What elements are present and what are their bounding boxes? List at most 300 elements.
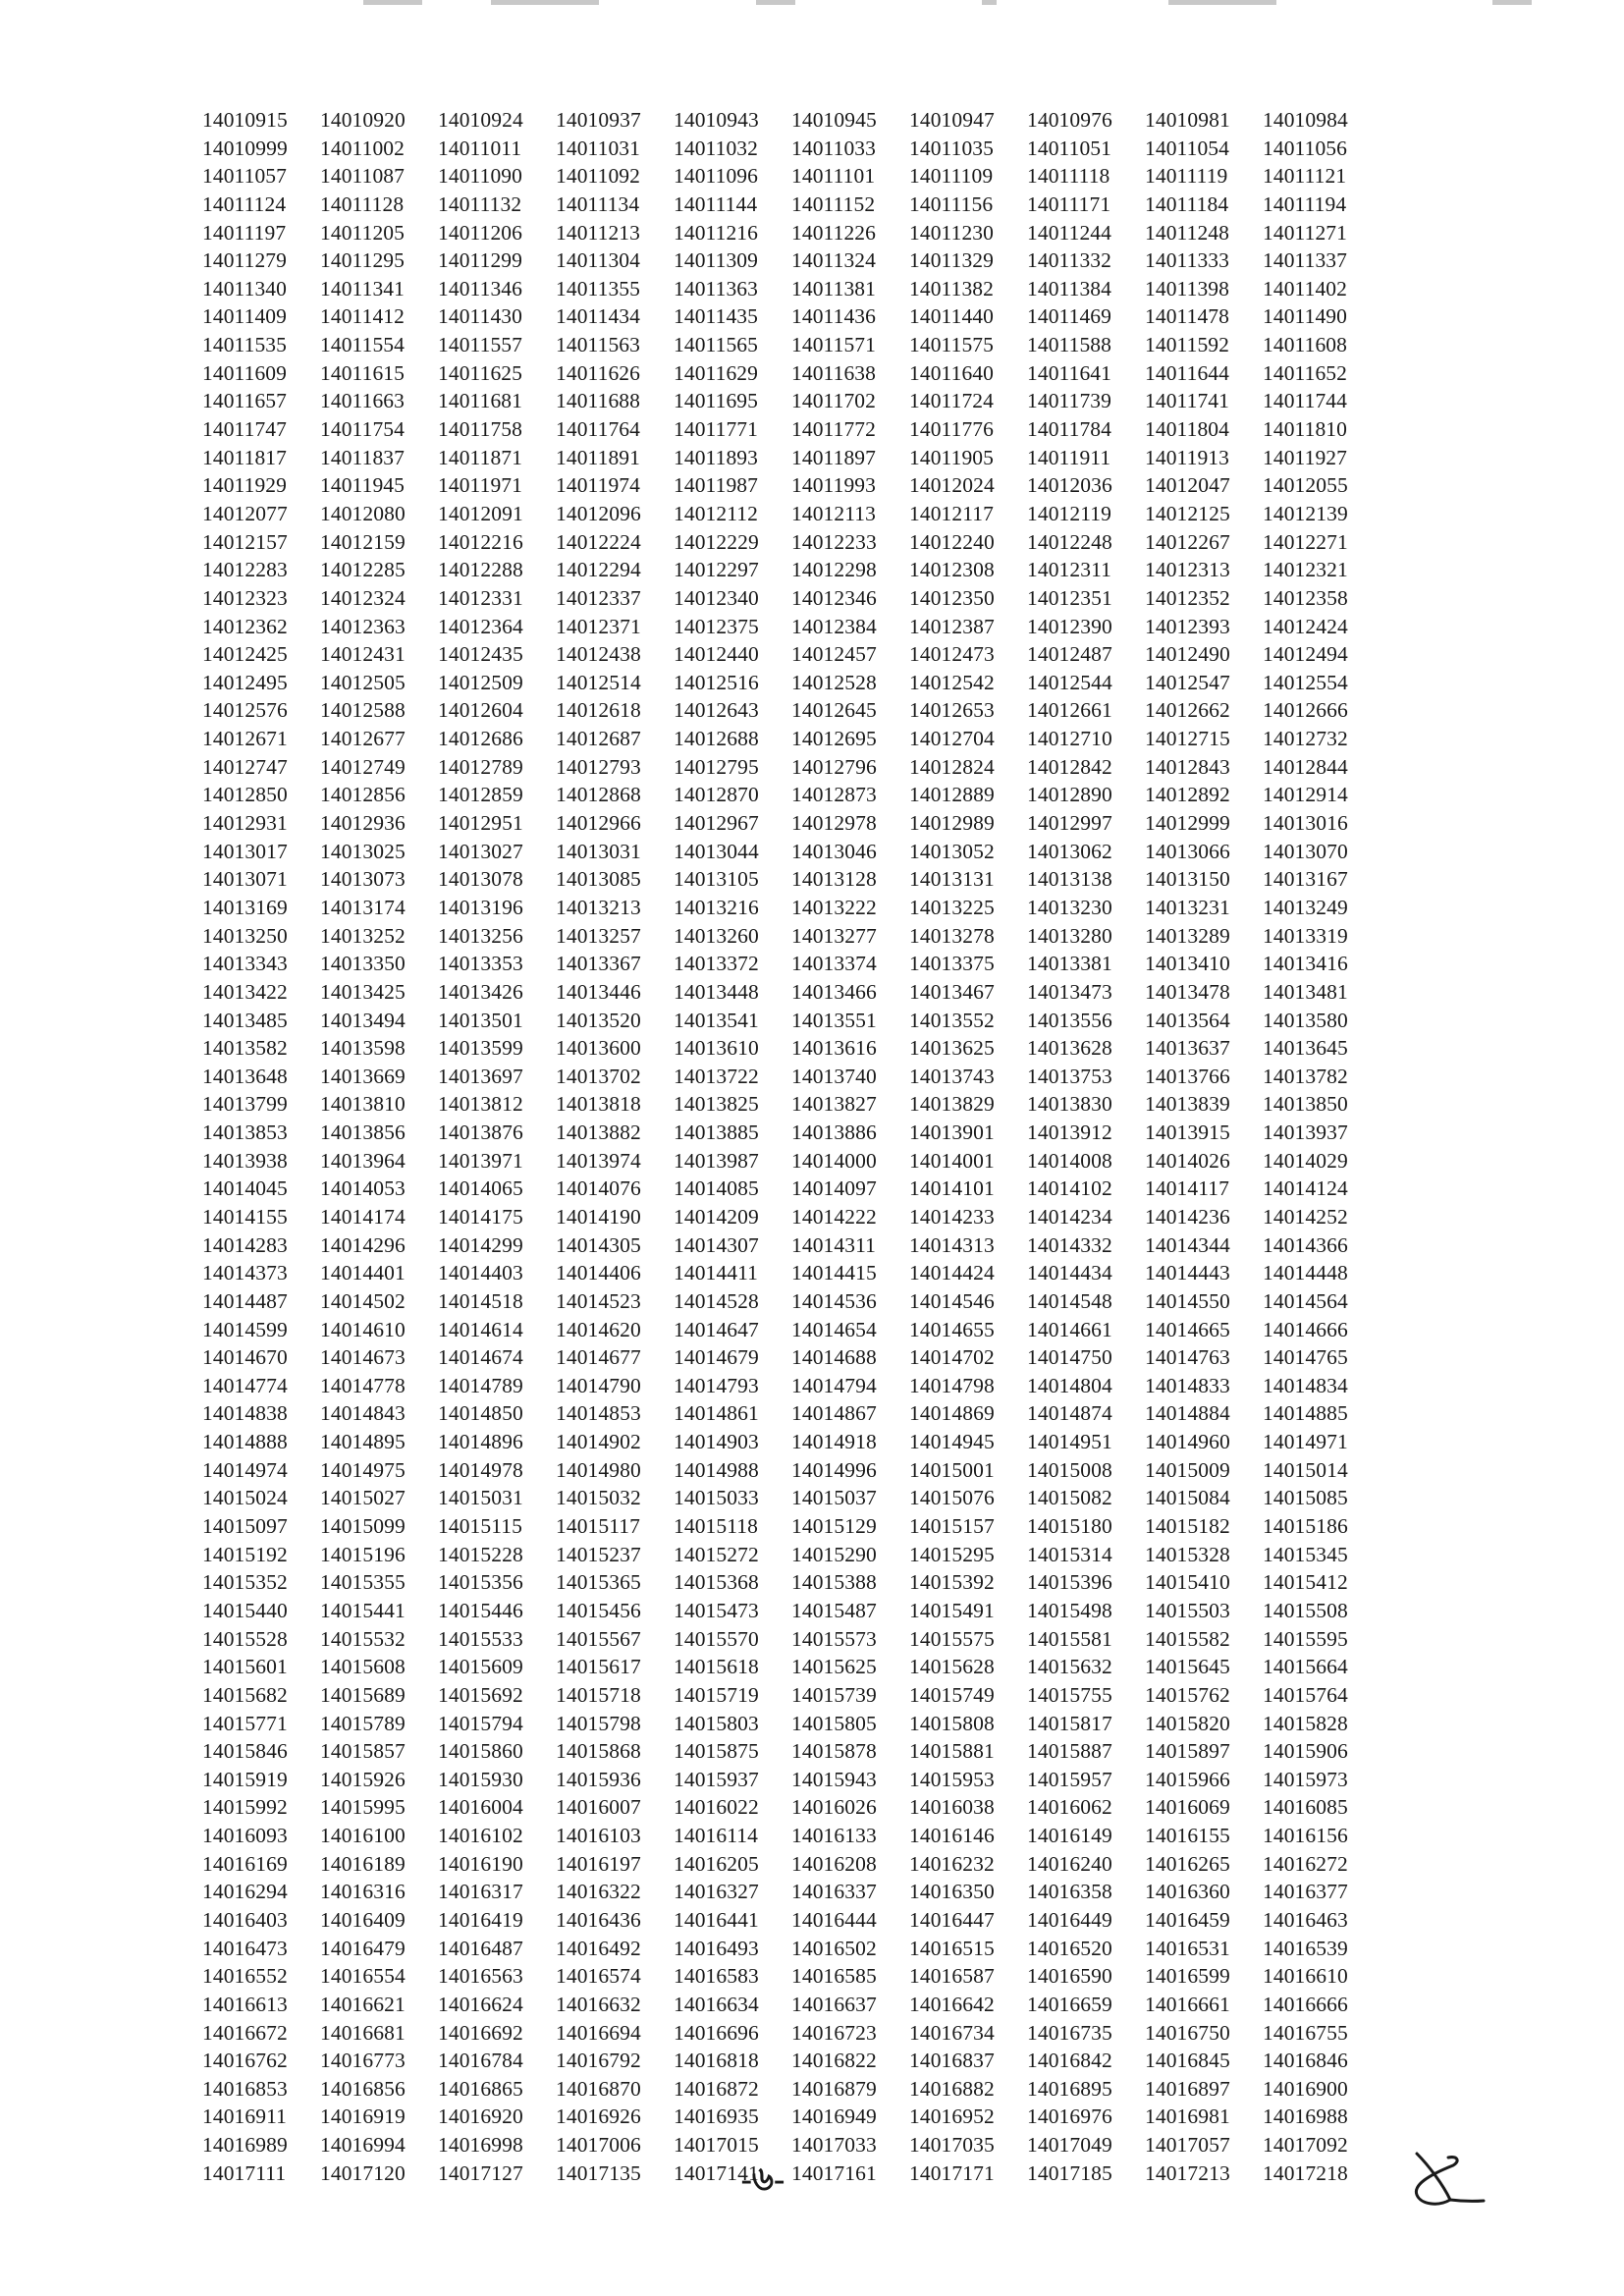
roll-number: 14017092 (1263, 2133, 1348, 2158)
roll-number: 14014874 (1027, 1401, 1112, 1426)
roll-number: 14011629 (674, 360, 759, 385)
roll-number: 14015027 (320, 1486, 406, 1510)
roll-number: 14013343 (202, 952, 288, 976)
roll-number: 14012793 (556, 754, 641, 779)
roll-number: 14015033 (674, 1486, 759, 1510)
roll-number: 14016926 (556, 2105, 641, 2129)
roll-number: 14016419 (438, 1908, 523, 1932)
roll-number: 14016069 (1145, 1795, 1230, 1820)
roll-number: 14012091 (438, 501, 523, 525)
roll-number: 14015664 (1263, 1655, 1348, 1679)
roll-number: 14015295 (909, 1542, 995, 1566)
roll-number: 14011663 (320, 389, 406, 413)
roll-number: 14013350 (320, 952, 406, 976)
roll-number: 14011402 (1263, 276, 1348, 301)
roll-number: 14011119 (1145, 164, 1228, 189)
roll-number: 14016842 (1027, 2049, 1112, 2073)
roll-number: 14015567 (556, 1626, 641, 1651)
roll-number: 14011747 (202, 417, 288, 442)
roll-number: 14011132 (438, 191, 522, 216)
roll-number: 14015290 (791, 1542, 877, 1566)
roll-number: 14016444 (791, 1908, 877, 1932)
roll-number: 14016449 (1027, 1908, 1112, 1932)
roll-number: 14013078 (438, 867, 523, 892)
roll-number: 14016155 (1145, 1824, 1230, 1848)
roll-number: 14012351 (1027, 585, 1112, 610)
roll-number: 14012233 (791, 529, 877, 554)
roll-number: 14011435 (674, 304, 759, 329)
roll-number: 14011608 (1263, 333, 1348, 357)
roll-number: 14013278 (909, 923, 995, 948)
roll-number: 14011057 (202, 164, 288, 189)
roll-number: 14016272 (1263, 1851, 1348, 1876)
roll-number: 14016062 (1027, 1795, 1112, 1820)
roll-number: 14013782 (1263, 1064, 1348, 1088)
roll-number: 14016696 (674, 2020, 759, 2045)
roll-number: 14011657 (202, 389, 288, 413)
roll-number: 14012843 (1145, 754, 1230, 779)
roll-number: 14013810 (320, 1092, 406, 1117)
roll-number: 14014838 (202, 1401, 288, 1426)
roll-number: 14013616 (791, 1036, 877, 1061)
roll-number: 14011226 (791, 220, 877, 245)
roll-number: 14013466 (791, 979, 877, 1004)
roll-number: 14016327 (674, 1880, 759, 1904)
roll-number: 14014688 (791, 1345, 877, 1370)
roll-number: 14015609 (438, 1655, 523, 1679)
roll-number: 14014174 (320, 1204, 406, 1229)
roll-number: 14015618 (674, 1655, 759, 1679)
roll-number: 14012139 (1263, 501, 1348, 525)
roll-number: 14012715 (1145, 727, 1230, 751)
roll-number: 14014763 (1145, 1345, 1230, 1370)
roll-number: 14014234 (1027, 1204, 1112, 1229)
roll-number: 14016208 (791, 1851, 877, 1876)
roll-number: 14013937 (1263, 1121, 1348, 1145)
roll-number: 14015085 (1263, 1486, 1348, 1510)
roll-number: 14011032 (674, 136, 759, 160)
roll-number: 14011993 (791, 473, 877, 498)
roll-number: 14013987 (674, 1148, 759, 1173)
roll-number: 14014666 (1263, 1317, 1348, 1341)
roll-number: 14014902 (556, 1430, 641, 1454)
roll-number: 14016632 (556, 1992, 641, 2016)
roll-number: 14015762 (1145, 1682, 1230, 1707)
roll-number: 14014793 (674, 1373, 759, 1397)
roll-number: 14016085 (1263, 1795, 1348, 1820)
roll-number: 14014434 (1027, 1261, 1112, 1285)
roll-number: 14013753 (1027, 1064, 1112, 1088)
roll-number: 14013249 (1263, 895, 1348, 919)
roll-number: 14013582 (202, 1036, 288, 1061)
roll-number: 14012055 (1263, 473, 1348, 498)
roll-number: 14013485 (202, 1008, 288, 1032)
roll-number: 14017161 (791, 2160, 877, 2185)
roll-number: 14012352 (1145, 585, 1230, 610)
roll-number: 14013446 (556, 979, 641, 1004)
roll-number: 14014974 (202, 1457, 288, 1482)
roll-number: 14015570 (674, 1626, 759, 1651)
roll-number: 14013481 (1263, 979, 1348, 1004)
roll-number: 14014401 (320, 1261, 406, 1285)
roll-number: 14015764 (1263, 1682, 1348, 1707)
roll-number: 14011535 (202, 333, 288, 357)
roll-number: 14013599 (438, 1036, 523, 1061)
roll-number: 14016583 (674, 1964, 759, 1989)
roll-number: 14016989 (202, 2133, 288, 2158)
roll-number: 14015957 (1027, 1767, 1112, 1791)
roll-number: 14016613 (202, 1992, 288, 2016)
roll-number: 14013830 (1027, 1092, 1112, 1117)
roll-number: 14016911 (202, 2105, 288, 2129)
roll-number: 14011695 (674, 389, 759, 413)
roll-number: 14013250 (202, 923, 288, 948)
roll-number: 14016102 (438, 1824, 523, 1848)
roll-number: 14011324 (791, 248, 877, 273)
roll-number: 14014978 (438, 1457, 523, 1482)
roll-number: 14013473 (1027, 979, 1112, 1004)
roll-number: 14017185 (1027, 2160, 1112, 2185)
roll-number: 14015608 (320, 1655, 406, 1679)
roll-number: 14011430 (438, 304, 523, 329)
roll-number: 14011744 (1263, 389, 1348, 413)
roll-number: 14012240 (909, 529, 995, 554)
roll-number: 14014448 (1263, 1261, 1348, 1285)
roll-number: 14016661 (1145, 1992, 1230, 2016)
roll-number: 14014029 (1263, 1148, 1348, 1173)
roll-number: 14011279 (202, 248, 288, 273)
roll-number: 14017120 (320, 2160, 406, 2185)
roll-number: 14015771 (202, 1711, 288, 1735)
roll-number: 14015082 (1027, 1486, 1112, 1510)
roll-number: 14011051 (1027, 136, 1112, 160)
roll-number: 14016007 (556, 1795, 641, 1820)
roll-number: 14013257 (556, 923, 641, 948)
roll-number: 14014175 (438, 1204, 523, 1229)
roll-number: 14012346 (791, 585, 877, 610)
roll-number: 14012340 (674, 585, 759, 610)
roll-number: 14016133 (791, 1824, 877, 1848)
roll-number: 14015532 (320, 1626, 406, 1651)
roll-number: 14016681 (320, 2020, 406, 2045)
roll-number: 14016197 (556, 1851, 641, 1876)
roll-number: 14012686 (438, 727, 523, 751)
roll-number: 14014673 (320, 1345, 406, 1370)
roll-number: 14012425 (202, 642, 288, 667)
roll-number: 14011309 (674, 248, 759, 273)
roll-number: 14014804 (1027, 1373, 1112, 1397)
roll-number: 14014085 (674, 1176, 759, 1201)
roll-number: 14016316 (320, 1880, 406, 1904)
roll-number: 14013850 (1263, 1092, 1348, 1117)
roll-number: 14012870 (674, 783, 759, 807)
roll-number: 14016103 (556, 1824, 641, 1848)
roll-number: 14013825 (674, 1092, 759, 1117)
roll-number: 14015228 (438, 1542, 523, 1566)
roll-number: 14013167 (1263, 867, 1348, 892)
roll-number: 14014677 (556, 1345, 641, 1370)
roll-number: 14015368 (674, 1570, 759, 1595)
roll-number: 14016492 (556, 1936, 641, 1960)
roll-number: 14012431 (320, 642, 406, 667)
roll-number: 14014053 (320, 1176, 406, 1201)
roll-number: 14014518 (438, 1288, 523, 1313)
roll-number: 14012435 (438, 642, 523, 667)
roll-number: 14015595 (1263, 1626, 1348, 1651)
roll-number: 14013722 (674, 1064, 759, 1088)
roll-number: 14015803 (674, 1711, 759, 1735)
roll-number: 14011033 (791, 136, 877, 160)
roll-number: 14012687 (556, 727, 641, 751)
roll-number: 14016610 (1263, 1964, 1348, 1989)
roll-number: 14012542 (909, 670, 995, 694)
roll-number: 14015396 (1027, 1570, 1112, 1595)
roll-number: 14011333 (1145, 248, 1230, 273)
roll-number: 14011031 (556, 136, 641, 160)
roll-number: 14014233 (909, 1204, 995, 1229)
roll-number: 14015828 (1263, 1711, 1348, 1735)
roll-number: 14011118 (1027, 164, 1110, 189)
roll-number: 14012490 (1145, 642, 1230, 667)
roll-number: 14014548 (1027, 1288, 1112, 1313)
roll-number: 14016994 (320, 2133, 406, 2158)
roll-number: 14012966 (556, 811, 641, 836)
roll-number: 14016935 (674, 2105, 759, 2129)
roll-number: 14013648 (202, 1064, 288, 1088)
roll-number: 14016981 (1145, 2105, 1230, 2129)
roll-number: 14014124 (1263, 1176, 1348, 1201)
roll-number: 14016100 (320, 1824, 406, 1848)
roll-number: 14011688 (556, 389, 641, 413)
roll-number: 14014850 (438, 1401, 523, 1426)
roll-number: 14011382 (909, 276, 995, 301)
roll-number: 14012224 (556, 529, 641, 554)
roll-number: 14016149 (1027, 1824, 1112, 1848)
roll-number: 14012576 (202, 698, 288, 723)
roll-number: 14012495 (202, 670, 288, 694)
roll-number: 14013128 (791, 867, 877, 892)
roll-number: 14015718 (556, 1682, 641, 1707)
roll-number: 14013017 (202, 839, 288, 863)
roll-number: 14011092 (556, 164, 641, 189)
roll-number: 14011641 (1027, 360, 1112, 385)
roll-number: 14011681 (438, 389, 523, 413)
roll-number: 14013827 (791, 1092, 877, 1117)
roll-number: 14016114 (674, 1824, 759, 1848)
roll-number: 14011652 (1263, 360, 1348, 385)
roll-number: 14012350 (909, 585, 995, 610)
roll-number: 14011121 (1263, 164, 1347, 189)
roll-number: 14013289 (1145, 923, 1230, 948)
roll-number: 14016837 (909, 2049, 995, 2073)
roll-number: 14011644 (1145, 360, 1230, 385)
roll-number: 14015582 (1145, 1626, 1230, 1651)
roll-number: 14016856 (320, 2076, 406, 2101)
roll-number: 14015024 (202, 1486, 288, 1510)
roll-number: 14012494 (1263, 642, 1348, 667)
roll-number: 14013467 (909, 979, 995, 1004)
roll-number: 14012337 (556, 585, 641, 610)
roll-number: 14014344 (1145, 1232, 1230, 1257)
roll-number: 14012547 (1145, 670, 1230, 694)
roll-number: 14011490 (1263, 304, 1348, 329)
roll-number: 14013425 (320, 979, 406, 1004)
roll-number: 14014000 (791, 1148, 877, 1173)
roll-number: 14012358 (1263, 585, 1348, 610)
roll-number: 14013044 (674, 839, 759, 863)
roll-number: 14014311 (791, 1232, 877, 1257)
roll-number: 14011804 (1145, 417, 1230, 442)
roll-number: 14012588 (320, 698, 406, 723)
roll-number: 14012509 (438, 670, 523, 694)
roll-number: 14014424 (909, 1261, 995, 1285)
roll-number: 14012125 (1145, 501, 1230, 525)
scan-artifact (982, 0, 997, 5)
roll-number: 14012528 (791, 670, 877, 694)
roll-number: 14016879 (791, 2076, 877, 2101)
roll-number: 14014888 (202, 1430, 288, 1454)
signature-mark (1399, 2146, 1488, 2214)
roll-number: 14014502 (320, 1288, 406, 1313)
roll-number: 14016998 (438, 2133, 523, 2158)
roll-number: 14014209 (674, 1204, 759, 1229)
roll-number: 14016554 (320, 1964, 406, 1989)
roll-number: 14013174 (320, 895, 406, 919)
roll-number: 14016642 (909, 1992, 995, 2016)
roll-number: 14015868 (556, 1739, 641, 1764)
roll-number: 14013541 (674, 1008, 759, 1032)
roll-number: 14014988 (674, 1457, 759, 1482)
roll-number: 14015037 (791, 1486, 877, 1510)
roll-number: 14015237 (556, 1542, 641, 1566)
roll-number: 14011893 (674, 445, 759, 469)
roll-number: 14016403 (202, 1908, 288, 1932)
roll-number: 14012824 (909, 754, 995, 779)
roll-number: 14013564 (1145, 1008, 1230, 1032)
roll-number: 14011987 (674, 473, 759, 498)
roll-number: 14014528 (674, 1288, 759, 1313)
roll-number: 14016694 (556, 2020, 641, 2045)
roll-number: 14012487 (1027, 642, 1112, 667)
roll-number: 14011412 (320, 304, 406, 329)
roll-number: 14012618 (556, 698, 641, 723)
roll-number: 14014885 (1263, 1401, 1348, 1426)
roll-number: 14016487 (438, 1936, 523, 1960)
roll-number: 14017111 (202, 2160, 287, 2185)
roll-number: 14012308 (909, 558, 995, 582)
roll-number: 14011440 (909, 304, 995, 329)
roll-number: 14013150 (1145, 867, 1230, 892)
roll-number: 14015186 (1263, 1514, 1348, 1539)
roll-number: 14013416 (1263, 952, 1348, 976)
roll-number: 14014564 (1263, 1288, 1348, 1313)
roll-number: 14012324 (320, 585, 406, 610)
roll-number: 14017015 (674, 2133, 759, 2158)
roll-number: 14010920 (320, 108, 406, 132)
roll-number: 14013062 (1027, 839, 1112, 863)
roll-number: 14015919 (202, 1767, 288, 1791)
roll-number: 14016004 (438, 1795, 523, 1820)
roll-number: 14010924 (438, 108, 523, 132)
roll-number: 14012157 (202, 529, 288, 554)
roll-number: 14015906 (1263, 1739, 1348, 1764)
roll-number: 14013374 (791, 952, 877, 976)
roll-number: 14012997 (1027, 811, 1112, 836)
roll-number: 14013938 (202, 1148, 288, 1173)
roll-number: 14013974 (556, 1148, 641, 1173)
roll-number: 14013131 (909, 867, 995, 892)
roll-number: 14016317 (438, 1880, 523, 1904)
roll-number: 14016853 (202, 2076, 288, 2101)
roll-number: 14014403 (438, 1261, 523, 1285)
roll-number: 14013766 (1145, 1064, 1230, 1088)
roll-number: 14014951 (1027, 1430, 1112, 1454)
roll-number: 14011002 (320, 136, 406, 160)
roll-number: 14013556 (1027, 1008, 1112, 1032)
roll-number: 14016624 (438, 1992, 523, 2016)
roll-number: 14012113 (791, 501, 877, 525)
roll-number: 14011575 (909, 333, 995, 357)
roll-number: 14011295 (320, 248, 406, 273)
roll-number: 14011011 (438, 136, 522, 160)
roll-number: 14016590 (1027, 1964, 1112, 1989)
roll-number: 14011337 (1263, 248, 1348, 273)
roll-number: 14016377 (1263, 1880, 1348, 1904)
roll-number: 14016750 (1145, 2020, 1230, 2045)
roll-number: 14013448 (674, 979, 759, 1004)
roll-number: 14015808 (909, 1711, 995, 1735)
roll-number: 14016634 (674, 1992, 759, 2016)
roll-number: 14013501 (438, 1008, 523, 1032)
roll-number: 14014869 (909, 1401, 995, 1426)
roll-number: 14012999 (1145, 811, 1230, 836)
roll-number: 14011478 (1145, 304, 1230, 329)
roll-number: 14012989 (909, 811, 995, 836)
roll-number: 14015328 (1145, 1542, 1230, 1566)
roll-number: 14011056 (1263, 136, 1348, 160)
roll-number: 14016337 (791, 1880, 877, 1904)
roll-number: 14011194 (1263, 191, 1347, 216)
roll-number: 14012645 (791, 698, 877, 723)
roll-number: 14015180 (1027, 1514, 1112, 1539)
roll-number: 14013231 (1145, 895, 1230, 919)
roll-number: 14015356 (438, 1570, 523, 1595)
roll-number: 14013669 (320, 1064, 406, 1088)
roll-number: 14012077 (202, 501, 288, 525)
roll-number: 14012914 (1263, 783, 1348, 807)
roll-number: 14011384 (1027, 276, 1112, 301)
roll-number: 14014332 (1027, 1232, 1112, 1257)
roll-number: 14014190 (556, 1204, 641, 1229)
roll-number: 14011205 (320, 220, 406, 245)
roll-number: 14013829 (909, 1092, 995, 1117)
roll-number: 14013066 (1145, 839, 1230, 863)
roll-number: 14017141 (674, 2160, 759, 2185)
roll-number: 14014789 (438, 1373, 523, 1397)
roll-number: 14014790 (556, 1373, 641, 1397)
roll-number-grid (202, 106, 1380, 2187)
roll-number: 14015508 (1263, 1598, 1348, 1622)
roll-number: 14012362 (202, 614, 288, 638)
roll-number: 14016479 (320, 1936, 406, 1960)
roll-number: 14014834 (1263, 1373, 1348, 1397)
roll-number: 14012036 (1027, 473, 1112, 498)
roll-number: 14011754 (320, 417, 406, 442)
roll-number: 14016240 (1027, 1851, 1112, 1876)
roll-number: 14011398 (1145, 276, 1230, 301)
roll-number: 14013016 (1263, 811, 1348, 836)
roll-number: 14014236 (1145, 1204, 1230, 1229)
